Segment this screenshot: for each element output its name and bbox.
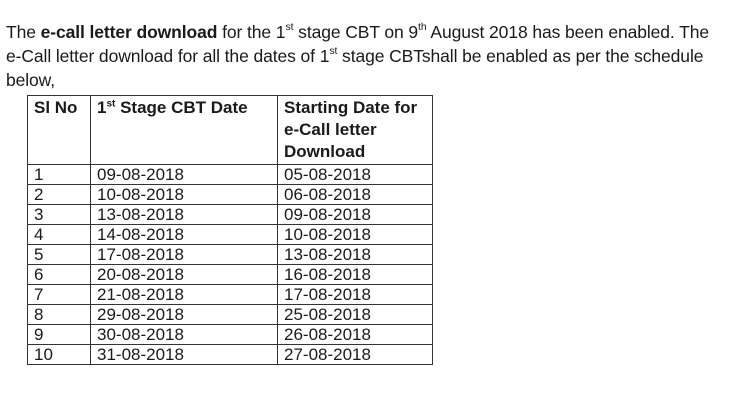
header-start-date: Starting Date for e-Call letter Download: [278, 96, 433, 165]
cell-cbt-date: 29-08-2018: [91, 305, 278, 325]
header-cbt-date-num: 1: [97, 98, 107, 117]
header-row: [28, 96, 433, 165]
cell-cbt-date: 13-08-2018: [91, 205, 278, 225]
table-row: [28, 185, 433, 205]
cell-cbt-date: 30-08-2018: [91, 325, 278, 345]
cell-cbt-date: 10-08-2018: [91, 185, 278, 205]
table-row: [28, 305, 433, 325]
notice-paragraph: [6, 20, 728, 92]
table-row: [28, 205, 433, 225]
notice-text-5: stage CBTshall be enabled as per the schedule below,: [6, 45, 704, 90]
cell-start-date: 17-08-2018: [278, 285, 433, 305]
cell-sl-no: 9: [28, 325, 91, 345]
cell-start-date: 25-08-2018: [278, 305, 433, 325]
table-row: [28, 345, 433, 365]
superscript-th: th: [418, 20, 427, 33]
header-cbt-date: [91, 96, 278, 165]
cell-cbt-date: 21-08-2018: [91, 285, 278, 305]
cell-cbt-date: 14-08-2018: [91, 225, 278, 245]
superscript-st: st: [329, 44, 338, 57]
cell-sl-no: 4: [28, 225, 91, 245]
cell-start-date: 26-08-2018: [278, 325, 433, 345]
notice-bold-text: e-call letter download: [40, 21, 218, 42]
table-body: [28, 165, 433, 365]
table-row: [28, 285, 433, 305]
table-row: [28, 225, 433, 245]
cell-sl-no: 1: [28, 165, 91, 185]
schedule-table: [27, 95, 433, 365]
header-cbt-date-text: Stage CBT Date: [115, 98, 248, 117]
cell-start-date: 10-08-2018: [278, 225, 433, 245]
header-sl-no: Sl No: [28, 96, 91, 165]
cell-start-date: 06-08-2018: [278, 185, 433, 205]
superscript-st: st: [106, 98, 116, 110]
notice-text-1: The: [6, 21, 41, 42]
cell-start-date: 13-08-2018: [278, 245, 433, 265]
cell-start-date: 05-08-2018: [278, 165, 433, 185]
cell-start-date: 27-08-2018: [278, 345, 433, 365]
cell-sl-no: 6: [28, 265, 91, 285]
table-row: [28, 265, 433, 285]
table-row: [28, 165, 433, 185]
cell-start-date: 09-08-2018: [278, 205, 433, 225]
superscript-st: st: [285, 20, 294, 33]
cell-sl-no: 5: [28, 245, 91, 265]
cell-sl-no: 8: [28, 305, 91, 325]
table-row: [28, 325, 433, 345]
notice-text-2: for the 1: [217, 21, 286, 42]
notice-text-4: August 2018 has been enabled. The e-Call letter download for all the dates of 1: [6, 21, 709, 66]
cell-sl-no: 7: [28, 285, 91, 305]
cell-sl-no: 10: [28, 345, 91, 365]
cell-sl-no: 2: [28, 185, 91, 205]
notice-text-3: stage CBT on 9: [293, 21, 419, 42]
cell-cbt-date: 17-08-2018: [91, 245, 278, 265]
cell-sl-no: 3: [28, 205, 91, 225]
cell-cbt-date: 20-08-2018: [91, 265, 278, 285]
cell-start-date: 16-08-2018: [278, 265, 433, 285]
cell-cbt-date: 31-08-2018: [91, 345, 278, 365]
cell-cbt-date: 09-08-2018: [91, 165, 278, 185]
table-row: [28, 245, 433, 265]
